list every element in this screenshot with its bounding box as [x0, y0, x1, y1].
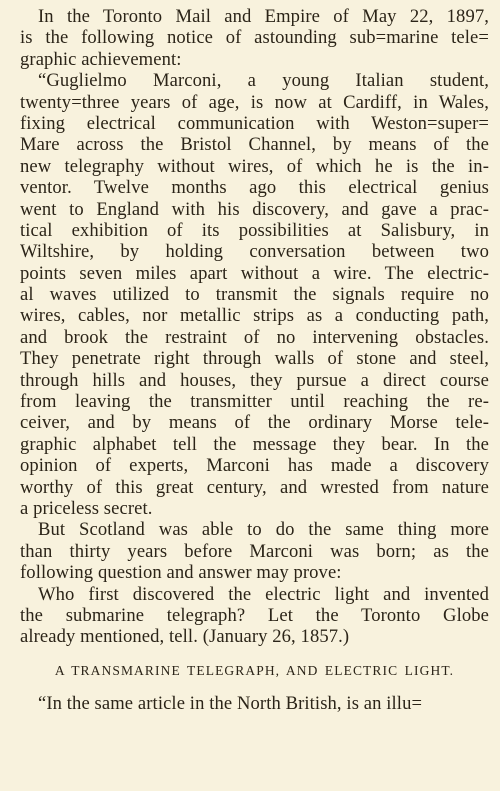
text-line: went to England with his discovery, and gave a prac- — [20, 198, 489, 220]
text-line: than thirty years before Marconi was born; as the — [20, 540, 489, 562]
text-line: In the Toronto Mail and Empire of May 22, 1897, — [38, 6, 489, 27]
paragraph-intro — [20, 6, 489, 70]
text-line: ventor. Twelve months ago this electrical genius — [20, 177, 489, 199]
text-line: worthy of this great century, and wrested from nature — [20, 476, 489, 498]
text-line: the submarine telegraph? Let the Toronto Globe — [20, 604, 489, 626]
section-heading: A TRANSMARINE TELEGRAPH, AND ELECTRIC LIGHT. — [54, 662, 455, 678]
paragraph-question — [20, 584, 489, 648]
text-line: tical exhibition of its possibilities at Salisbury, in — [20, 219, 489, 241]
text-line-final: “In the same article in the North British, is an illu= — [38, 692, 423, 714]
text-line: following question and answer may prove: — [20, 562, 342, 584]
text-line: already mentioned, tell. (January 26, 1857.) — [20, 626, 350, 648]
text-line: points seven miles apart without a wire. The electric- — [20, 262, 489, 284]
text-line: is the following notice of astounding sub=marine tele= — [20, 27, 489, 49]
text-line: new telegraphy without wires, of which he is the in- — [20, 155, 489, 177]
text-line: fixing electrical communication with Weston=super= — [20, 112, 489, 134]
text-line: graphic alphabet tell the message they bear. In the — [20, 433, 489, 455]
text-line: a priceless secret. — [20, 497, 153, 519]
text-line: Wiltshire, by holding conversation between two — [20, 241, 489, 263]
text-line: ceiver, and by means of the ordinary Morse tele- — [20, 412, 489, 434]
text-line: But Scotland was able to do the same thing more — [38, 519, 489, 541]
text-line: “Guglielmo Marconi, a young Italian student, — [38, 70, 489, 92]
text-line: opinion of experts, Marconi has made a discovery — [20, 455, 489, 477]
text-line: wires, cables, nor metallic strips as a conducting path, — [20, 305, 489, 327]
text-line: graphic achievement: — [20, 48, 182, 70]
text-line: They penetrate right through walls of stone and steel, — [20, 348, 489, 370]
text-line: through hills and houses, they pursue a direct course — [20, 369, 489, 391]
paragraph-scotland — [20, 519, 489, 583]
text-line: al waves utilized to transmit the signals require no — [20, 284, 489, 306]
text-line: Mare across the Bristol Channel, by means of the — [20, 134, 489, 156]
text-line: Who first discovered the electric light and invented — [38, 583, 489, 605]
text-line: twenty=three years of age, is now at Cardiff, in Wales, — [20, 91, 489, 113]
paragraph-quote — [20, 70, 489, 519]
text-line: from leaving the transmitter until reaching the re- — [20, 391, 489, 413]
text-line: and brook the restraint of no intervening obstacles. — [20, 326, 489, 348]
